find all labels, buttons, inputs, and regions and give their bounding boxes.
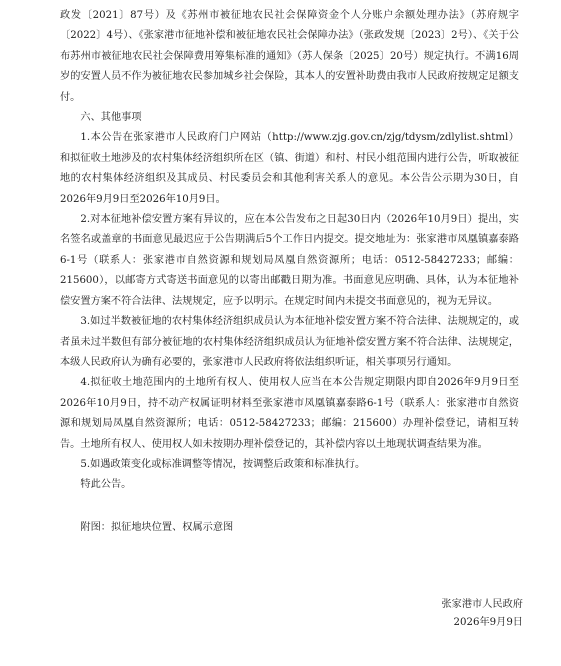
item-4: 4.拟征收土地范围内的土地所有权人、使用权人应当在本公告规定期限内即自2026年9月9日至2026年10月9日，持不动产权属证明材料至张家港市凤凰镇嘉泰路6-1号（联系人：张家港市自然资源和规划局凤凰自然资源所；电话：0512-58427233；邮编：215600）办理补偿登记，请相互转告。土地所有权人、使用权人如未按期办理补偿登记的，其补偿内容以土地现状调查结果为准。 [60,377,519,450]
item-3: 3.如过半数被征地的农村集体经济组织成员认为本征地补偿安置方案不符合法律、法规规定的，或者虽未过半数但有部分被征地的农村集体经济组织成员认为征地补偿安置方案不符合法律、法规规定，本级人民政府认为确有必要的，张家港市人民政府将依法组织听证，相关事项另行通知。 [60,316,519,368]
issuer-name: 张家港市人民政府 [441,599,523,610]
issuer-signature [442,596,524,632]
item-2: 2.对本征地补偿安置方案有异议的，应在本公告发布之日起30日内（2026年10月9日）提出，实名签名或盖章的书面意见最迟应于公告期满后5个工作日内提交。提交地址为：张家港市凤凰镇嘉泰路6-1号（联系人：张家港市自然资源和规划局凤凰自然资源所；电话：0512-58427233；邮编：215600），以邮寄方式寄送书面意见的以寄出邮戳日期为准。书面意见应明确、具体，认为本征地补偿安置方案不符合法律、法规规定，应予以明示。在规定时间内未提交书面意见的，视为无异议。 [60,214,519,307]
closing-text: 特此公告。 [80,479,132,491]
item-1: 1.本公告在张家港市人民政府门户网站（http://www.zjg.gov.cn/zjg/tdysm/zdlylist.shtml）和拟征收土地涉及的农村集体经济组织所在区（镇、街道）和村、村民小组范围内进行公告，听取被征地的农村集体经济组织及其成员、村民委员会和其他利害关系人的意见。本公告公示期为30日，自2026年9月9日至2026年10月9日。 [60,132,519,205]
issue-date: 2026年9月9日 [453,617,523,628]
intro-paragraph: 政发〔2021〕87号）及《苏州市被征地农民社会保障资金个人分账户余额处理办法》（苏府规字〔2022〕4号）、《张家港市征地补偿和被征地农民社会保障办法》（张政发规〔2023〕2号）、《关于公布苏州市被征地农民社会保障费用筹集标准的通知》（苏人保条〔2025〕20号）规定执行。不满16周岁的安置人员不作为被征地农民参加城乡社会保险，其本人的安置补助费由我市人民政府按规定足额支付。 [60,10,519,103]
attachment-note: 附图：拟征地块位置、权属示意图 [80,521,234,533]
item-5: 5.如遇政策变化或标准调整等情况，按调整后政策和标准执行。 [80,458,366,470]
section-heading: 六、其他事项 [80,112,142,124]
